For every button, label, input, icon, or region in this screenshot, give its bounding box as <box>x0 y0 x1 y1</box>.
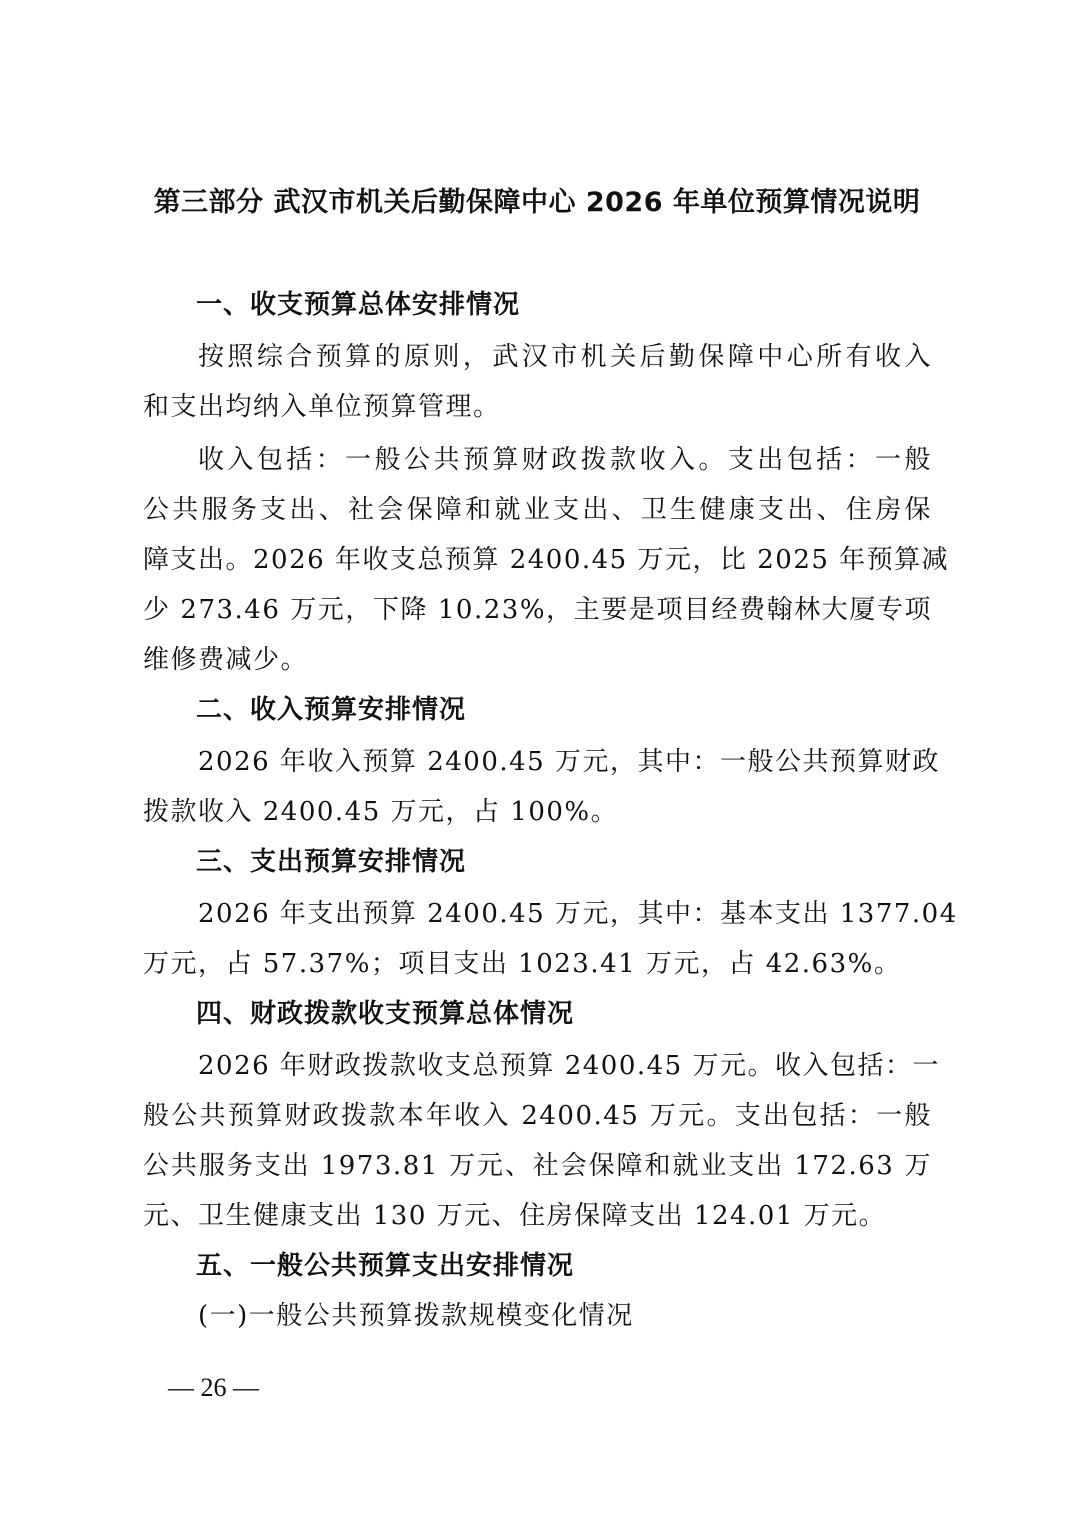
section-heading-4: 四、财政拨款收支预算总体情况 <box>196 999 575 1029</box>
document-title: 第三部分 武汉市机关后勤保障中心 2026 年单位预算情况说明 <box>153 187 921 218</box>
section-heading-2: 二、收入预算安排情况 <box>196 695 467 725</box>
subsection-heading: (一)一般公共预算拨款规模变化情况 <box>198 1301 634 1331</box>
page-number: — 26 — <box>168 1373 259 1402</box>
section-heading-1: 一、收支预算总体安排情况 <box>196 290 521 320</box>
paragraph-line: 障支出。2026 年收支总预算 2400.45 万元，比 2025 年预算减 <box>143 545 950 575</box>
paragraph-line: 万元，占 57.37%；项目支出 1023.41 万元，占 42.63%。 <box>143 949 902 979</box>
section-heading-3: 三、支出预算安排情况 <box>196 847 467 877</box>
paragraph-line: 般公共预算财政拨款本年收入 2400.45 万元。支出包括：一般 <box>143 1101 932 1131</box>
paragraph-line: 拨款收入 2400.45 万元，占 100%。 <box>143 797 619 827</box>
paragraph-line: 维修费减少。 <box>143 645 309 675</box>
paragraph-line: 少 273.46 万元，下降 10.23%，主要是项目经费翰林大厦专项 <box>143 595 932 625</box>
paragraph-line: 和支出均纳入单位预算管理。 <box>143 392 501 422</box>
section-heading-5: 五、一般公共预算支出安排情况 <box>196 1251 575 1281</box>
paragraph-line: 2026 年收入预算 2400.45 万元，其中：一般公共预算财政 <box>198 747 940 777</box>
paragraph-line: 2026 年财政拨款收支总预算 2400.45 万元。收入包括：一 <box>198 1051 940 1081</box>
paragraph-line: 公共服务支出、社会保障和就业支出、卫生健康支出、住房保 <box>143 495 932 525</box>
paragraph-line: 收入包括：一般公共预算财政拨款收入。支出包括：一般 <box>198 445 932 475</box>
paragraph-line: 元、卫生健康支出 130 万元、住房保障支出 124.01 万元。 <box>143 1201 887 1231</box>
paragraph-line: 按照综合预算的原则，武汉市机关后勤保障中心所有收入 <box>198 342 932 372</box>
paragraph-line: 公共服务支出 1973.81 万元、社会保障和就业支出 172.63 万 <box>143 1151 932 1181</box>
paragraph-line: 2026 年支出预算 2400.45 万元，其中：基本支出 1377.04 <box>198 899 958 929</box>
